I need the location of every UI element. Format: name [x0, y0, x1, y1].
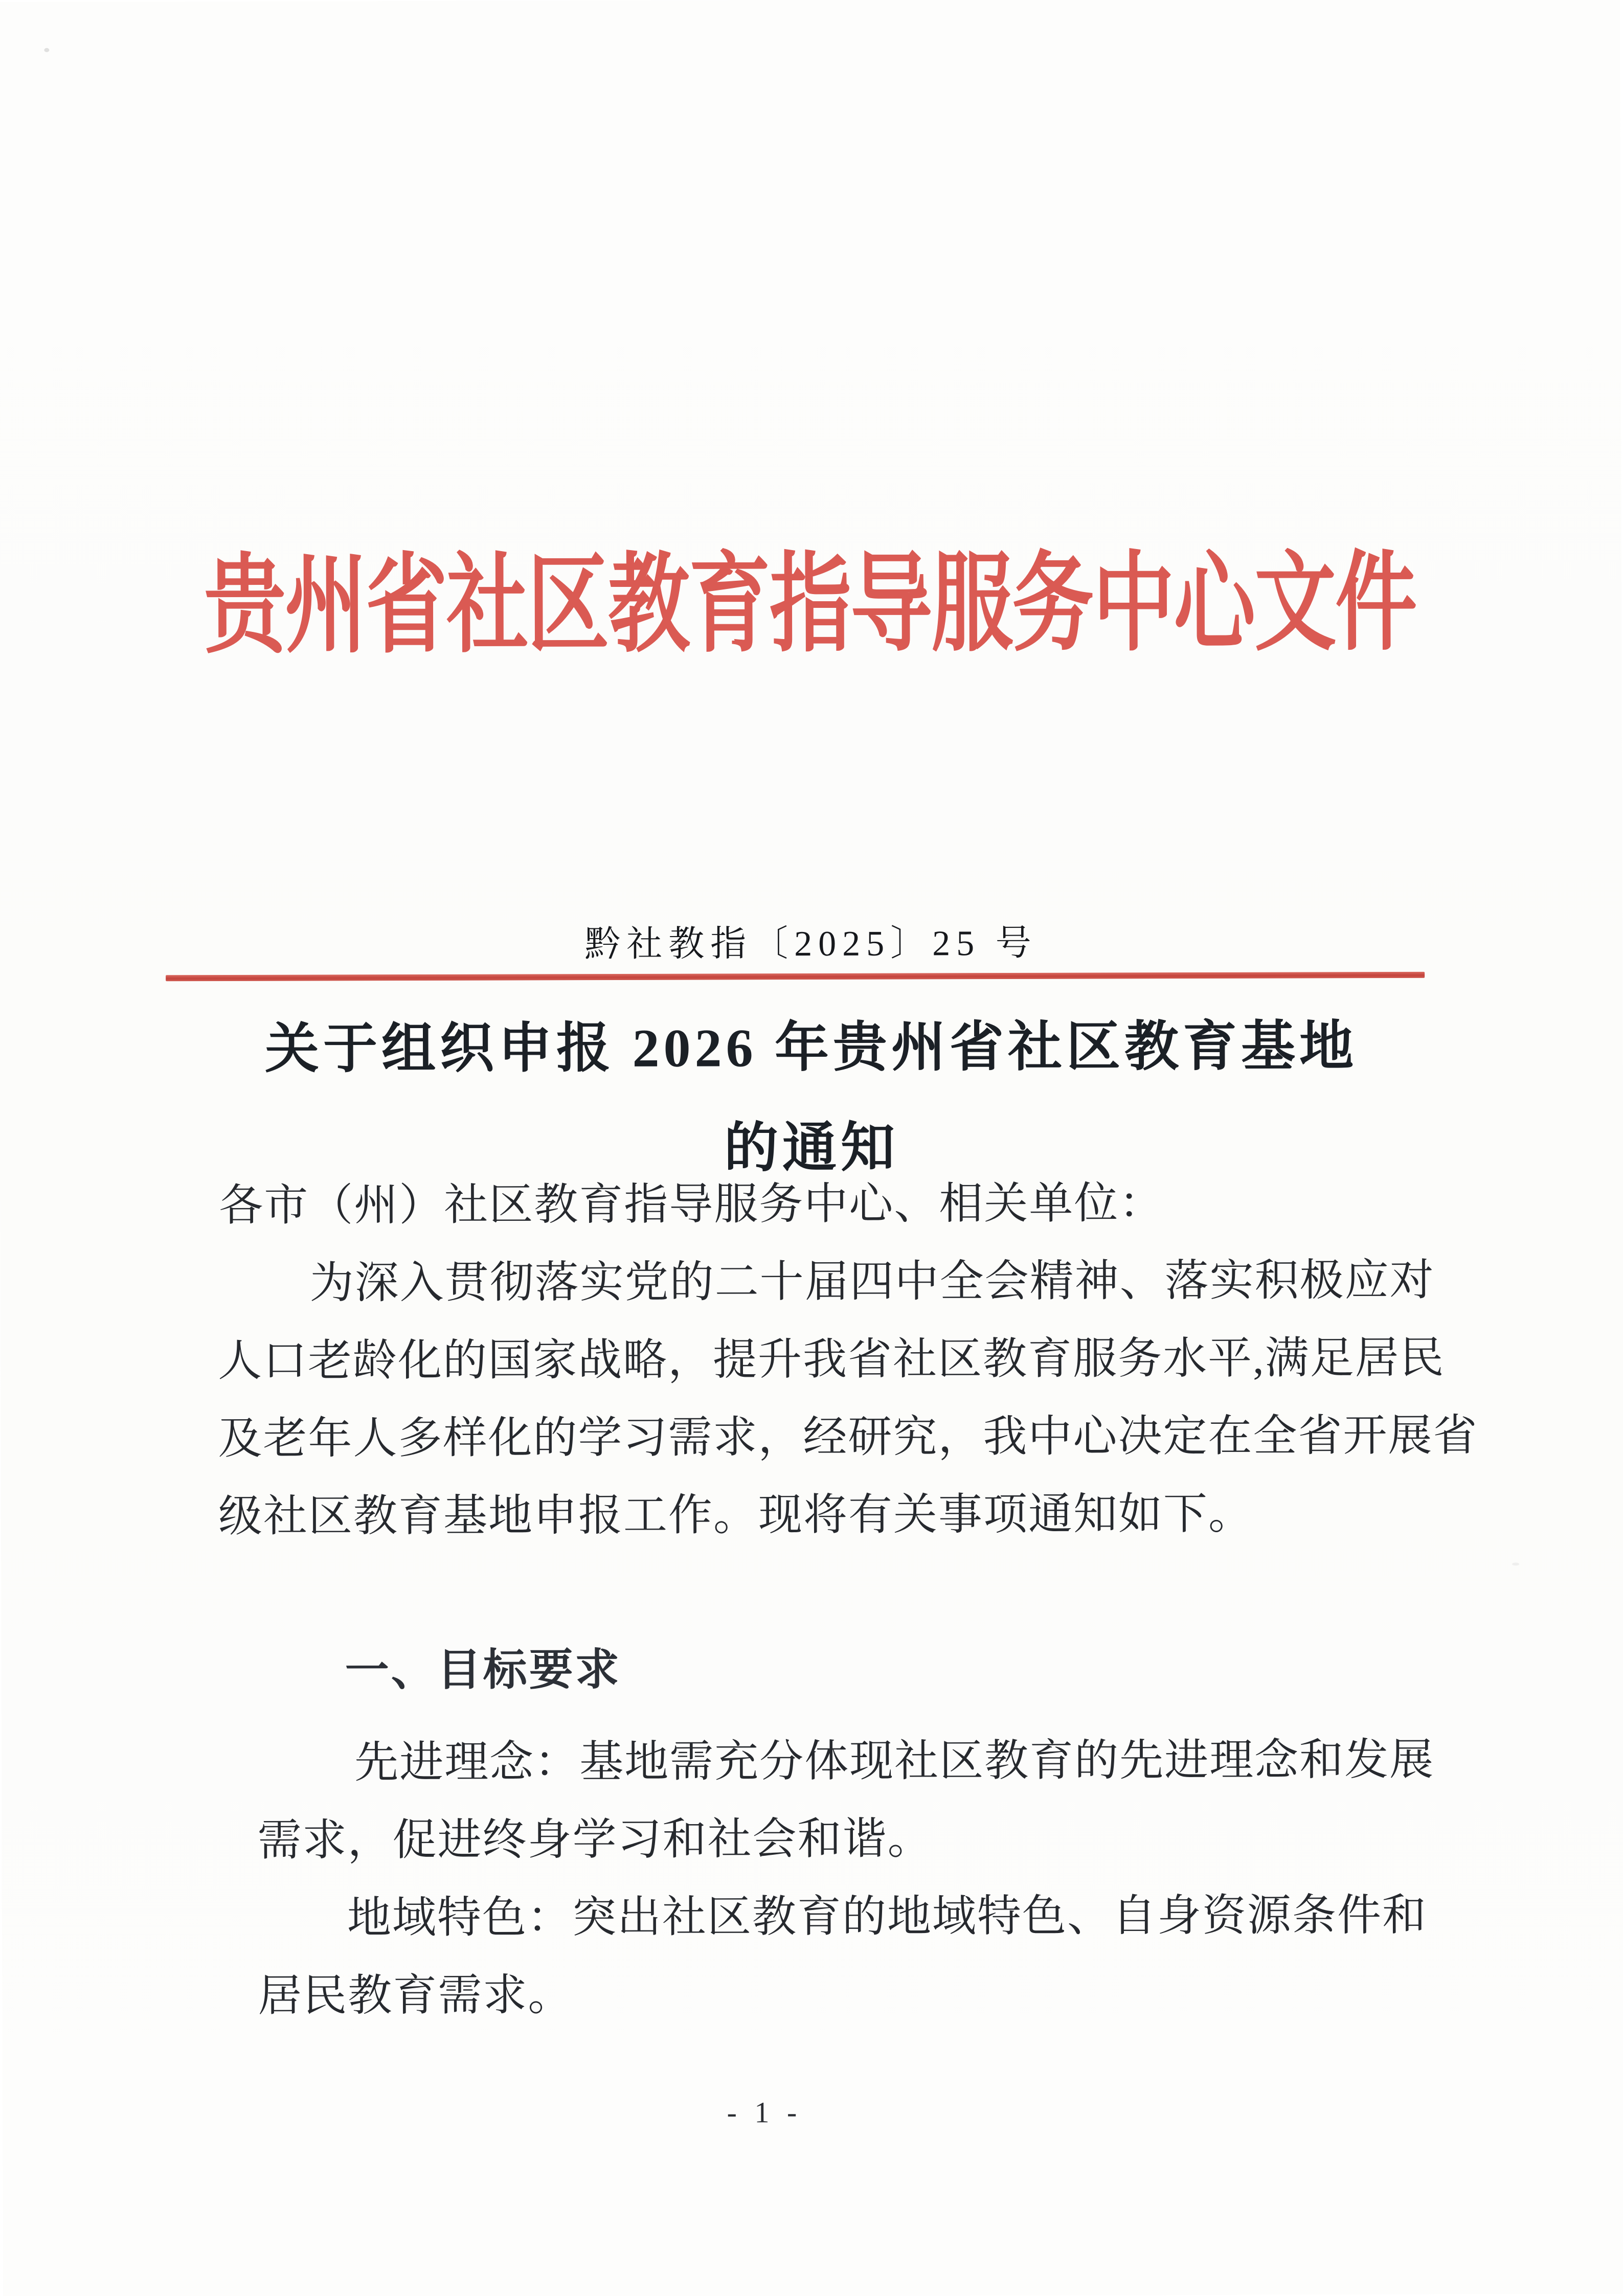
intro-paragraph: [217, 1241, 1507, 1555]
document-reference-number: 黔社教指〔2025〕25 号: [584, 923, 1038, 965]
section-1-heading: 一、目标要求: [345, 1645, 621, 1695]
red-divider-rule: [166, 972, 1425, 981]
section-1-paragraph-2: [258, 1876, 1511, 2034]
red-header-org-title: 贵州省社区教育指导服务中心文件: [204, 543, 1416, 667]
document-title-line2: 的通知: [724, 1118, 899, 1178]
intro-line-3: 及老年人多样化的学习需求，经研究，我中心决定在全省开展省: [218, 1411, 1478, 1464]
section1-para2-line1: 地域特色：突出社区教育的地域特色、自身资源条件和: [347, 1890, 1428, 1943]
salutation-block: [219, 1163, 1497, 1244]
scan-speck-icon: [44, 48, 49, 52]
section-1-paragraph-1: [257, 1720, 1511, 1879]
section1-para2-line2: 居民教育需求。: [258, 1970, 573, 2020]
intro-line-1: 为深入贯彻落实党的二十届四中全会精神、落实积极应对: [309, 1255, 1435, 1308]
section1-para1-line1: 先进理念：基地需充分体现社区教育的先进理念和发展: [354, 1735, 1435, 1787]
intro-line-4: 级社区教育基地申报工作。现将有关事项通知如下。: [218, 1489, 1254, 1541]
intro-line-2: 人口老龄化的国家战略，提升我省社区教育服务水平,满足居民: [217, 1333, 1445, 1386]
page-number: - 1 -: [727, 2096, 802, 2129]
salutation: 各市（州）社区教育指导服务中心、相关单位：: [219, 1178, 1164, 1231]
scan-speck-icon: [1512, 1562, 1519, 1565]
document-title-line1: 关于组织申报 2026 年贵州省社区教育基地: [264, 1016, 1358, 1079]
section1-para1-line2: 需求，促进终身学习和社会和谐。: [257, 1814, 933, 1865]
